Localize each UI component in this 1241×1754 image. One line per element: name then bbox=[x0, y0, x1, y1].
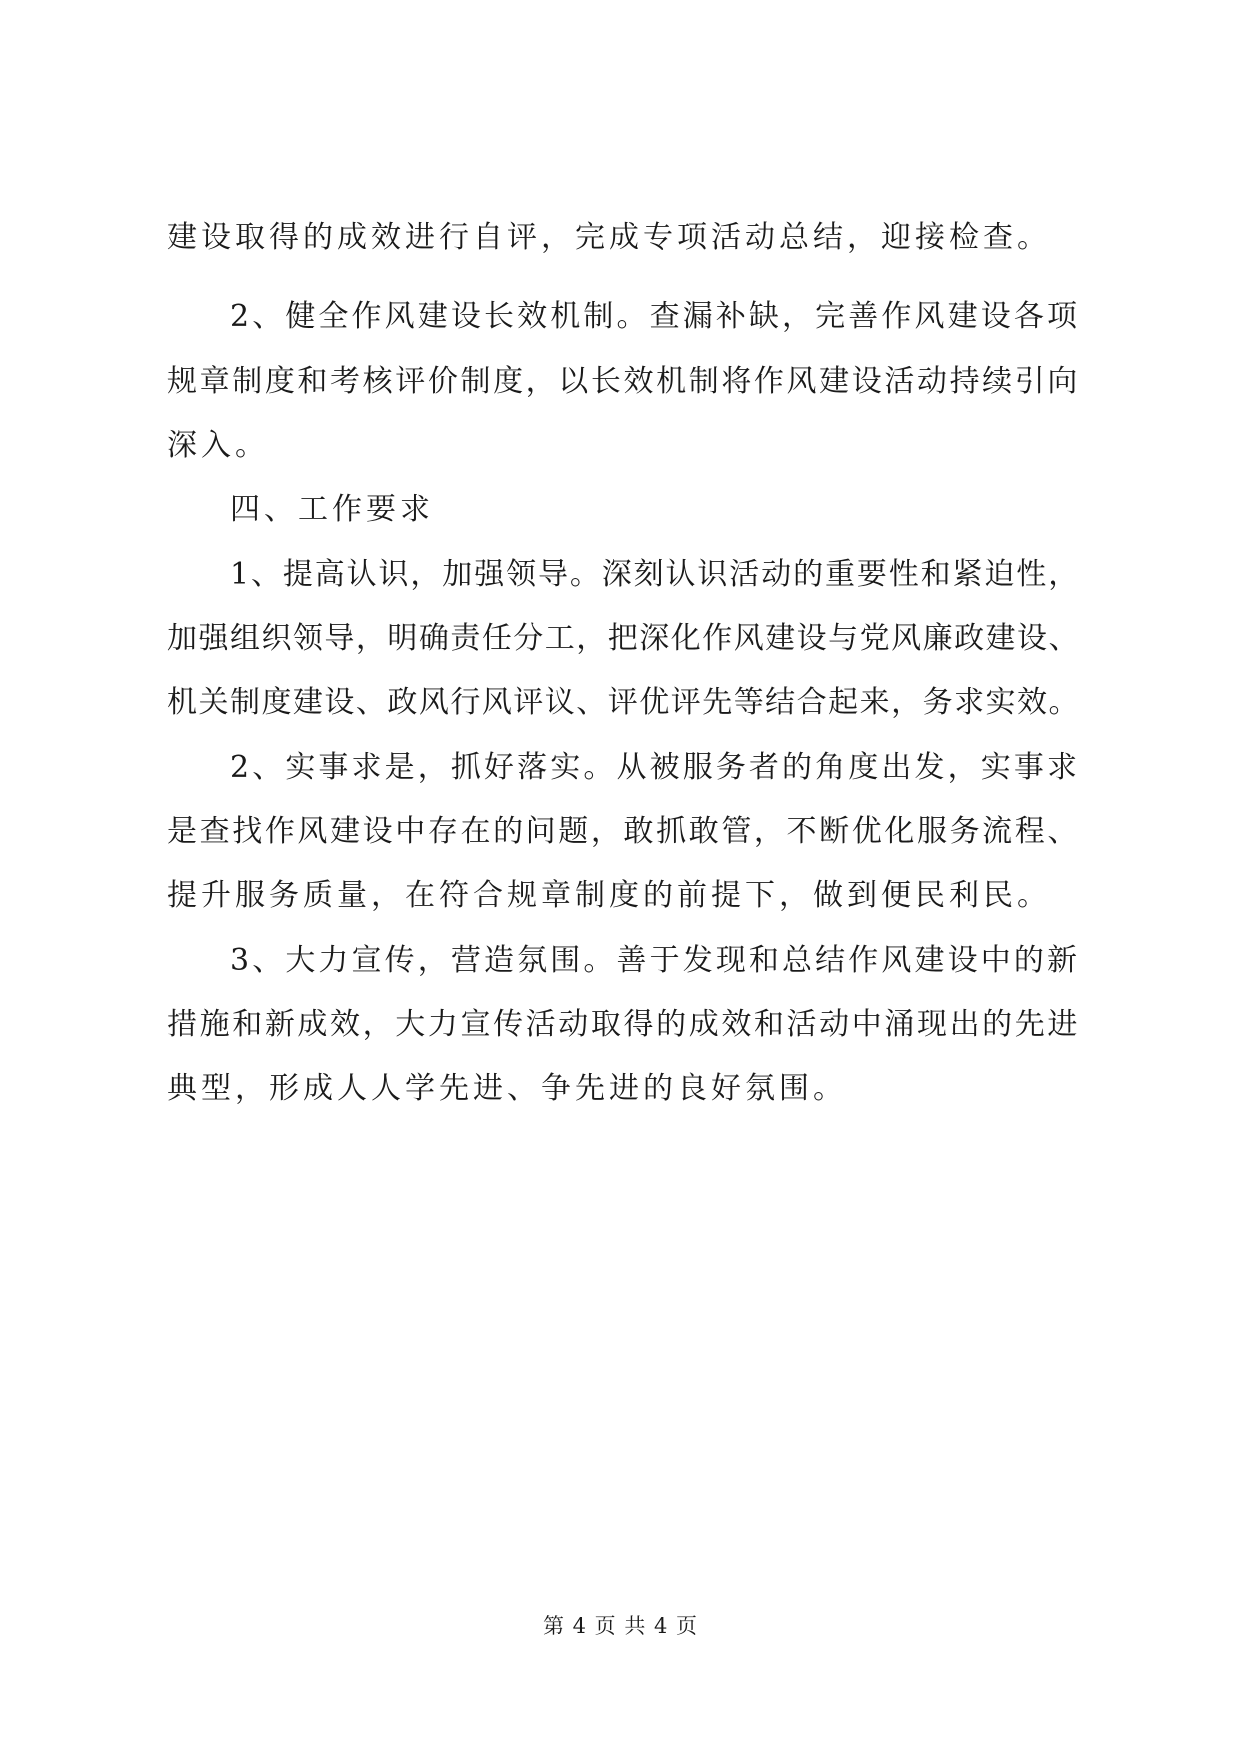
text-line: 2、实事求是，抓好落实。从被服务者的角度出发，实事求 bbox=[230, 750, 1081, 785]
text-line: 措施和新成效，大力宣传活动取得的成效和活动中涌现出的先进 bbox=[167, 1007, 1080, 1042]
text-line: 提升服务质量，在符合规章制度的前提下，做到便民利民。 bbox=[167, 878, 1051, 913]
section-heading: 四、工作要求 bbox=[230, 492, 434, 527]
text-line: 2、健全作风建设长效机制。查漏补缺，完善作风建设各项 bbox=[230, 299, 1081, 334]
text-line: 深入。 bbox=[167, 428, 269, 463]
text-line: 是查找作风建设中存在的问题，敢抓敢管，不断优化服务流程、 bbox=[167, 814, 1080, 849]
text-line: 加强组织领导，明确责任分工，把深化作风建设与党风廉政建设、 bbox=[167, 621, 1080, 656]
text-line: 3、大力宣传，营造氛围。善于发现和总结作风建设中的新 bbox=[230, 943, 1081, 978]
text-line: 建设取得的成效进行自评，完成专项活动总结，迎接检查。 bbox=[167, 220, 1051, 255]
page-number-footer: 第 4 页 共 4 页 bbox=[542, 1614, 699, 1638]
text-line: 机关制度建设、政风行风评议、评优评先等结合起来，务求实效。 bbox=[167, 685, 1080, 720]
text-line: 规章制度和考核评价制度，以长效机制将作风建设活动持续引向 bbox=[167, 364, 1080, 399]
text-line: 典型，形成人人学先进、争先进的良好氛围。 bbox=[167, 1071, 847, 1106]
text-line: 1、提高认识，加强领导。深刻认识活动的重要性和紧迫性， bbox=[230, 557, 1081, 592]
